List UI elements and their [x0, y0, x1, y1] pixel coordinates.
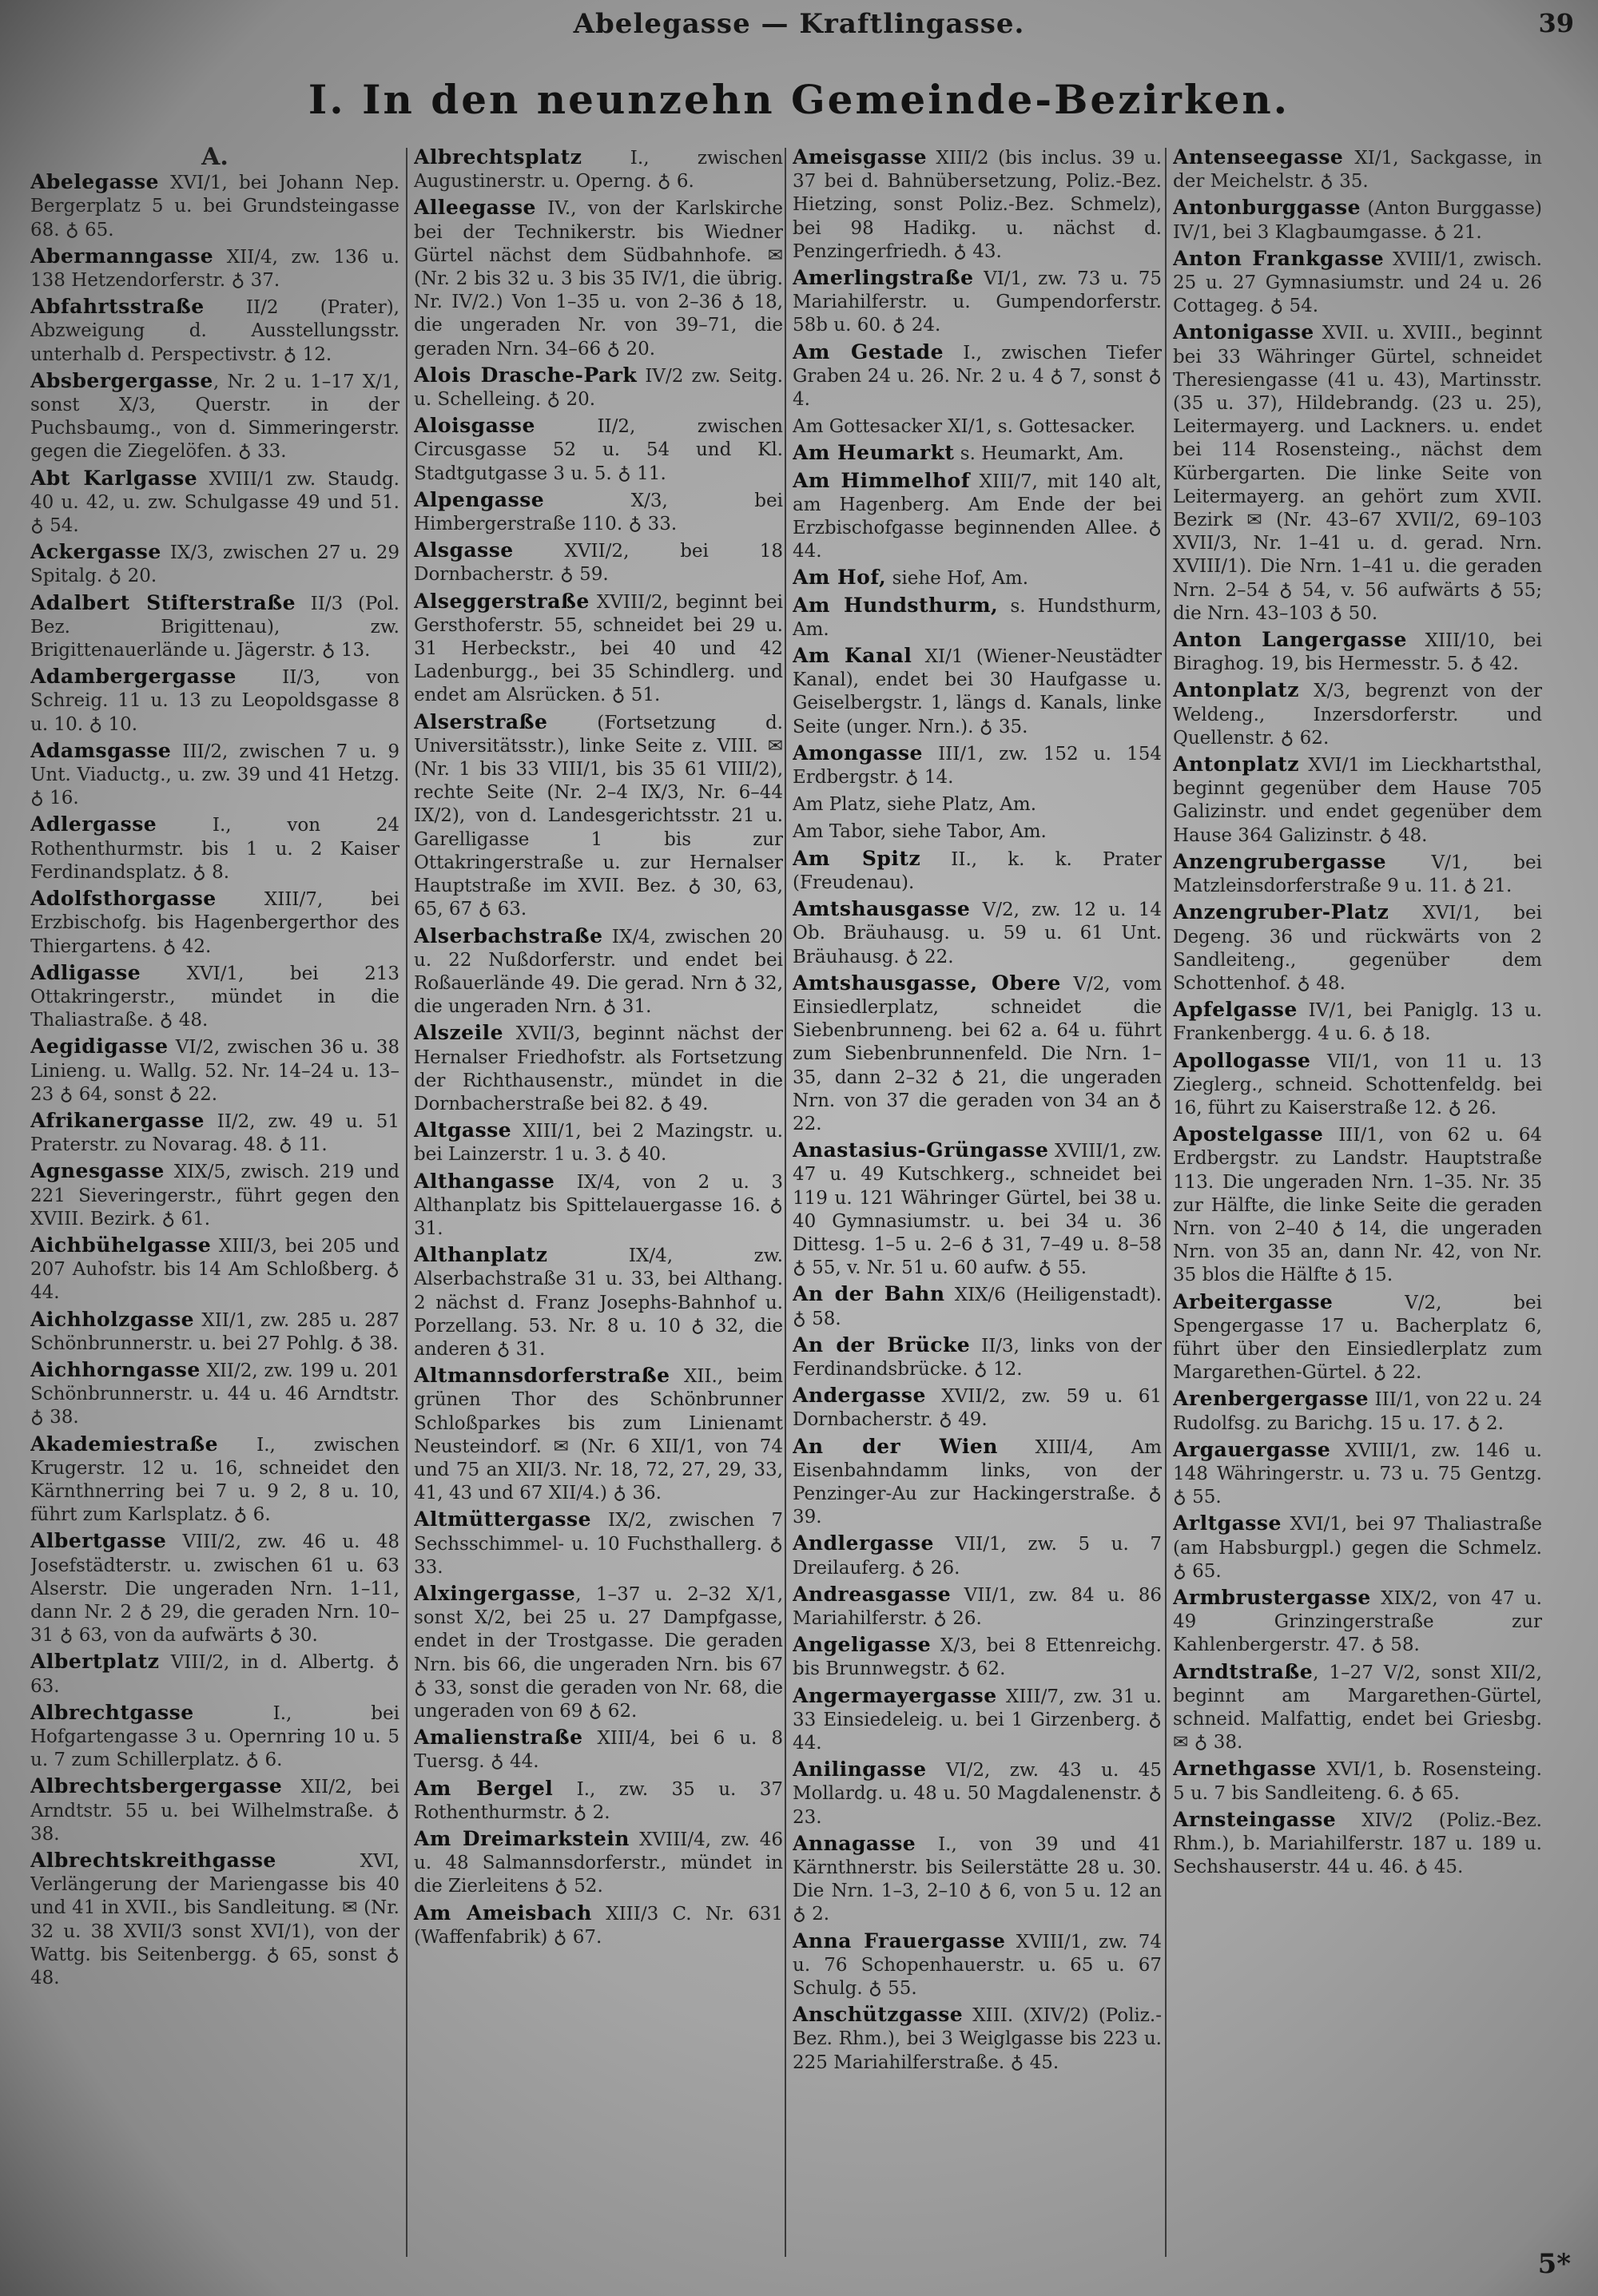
street-description: II/2 (Prater), Abzweigung d. Ausstellungsstr. unterhalb d. Perspectivstr. ♁ 12. — [30, 297, 400, 365]
street-entry — [1173, 678, 1542, 750]
street-entry — [1173, 1511, 1542, 1583]
street-entry — [30, 887, 400, 959]
street-description: XIV/2 (Poliz.-Bez. Rhm.), b. Mariahilferstr. 187 u. 189 u. Sechshauserstr. 44 u. 46. ♁ 45. — [1173, 1809, 1542, 1878]
street-entry — [30, 1159, 400, 1231]
page-header — [0, 8, 1598, 56]
street-description: I., zw. 35 u. 37 Rothenthurmstr. ♁ 2. — [414, 1778, 783, 1823]
street-description: s. Hundsthurm, Am. — [793, 595, 1162, 640]
street-name: Antonburggasse — [1173, 196, 1361, 220]
street-entry — [793, 644, 1162, 739]
street-description: I., zwischen Augustinerstr. u. Operng. ♁ 6. — [414, 148, 783, 193]
street-name: Adligasse — [30, 960, 141, 984]
street-description: XVI, Verlängerung der Mariengasse bis 40 und 41 in XVII., bis Sandleitung. ✉ (Nr. 32 u. 38 XVII/3 sonst XVI/1), von der Wattg. bis Seitenbergg. ♁ 65, sonst ♁ 48. — [30, 1851, 400, 1989]
letter-heading: A. — [201, 145, 229, 171]
street-description: XI/1, Sackgasse, in der Meichelstr. ♁ 35. — [1173, 148, 1542, 193]
street-entry — [1173, 998, 1542, 1046]
street-name: Akademiestraße — [30, 1432, 219, 1456]
street-name: Alszeile — [414, 1021, 503, 1045]
street-name: Angermayergasse — [793, 1683, 997, 1707]
street-entry — [793, 1384, 1162, 1432]
street-name: Anna Frauergasse — [793, 1929, 1006, 1952]
street-name: Am Ameisbach — [414, 1901, 592, 1925]
street-name: Am Spitz — [793, 846, 921, 870]
street-description: II/3, von Schreig. 11 u. 13 zu Leopoldsgasse 8 u. 10. ♁ 10. — [30, 667, 400, 735]
street-entry — [30, 170, 400, 242]
street-name: Ameisgasse — [793, 145, 928, 169]
street-entry — [793, 469, 1162, 564]
street-description: XIII/3 C. Nr. 631 (Waffenfabrik) ♁ 67. — [414, 1903, 783, 1948]
street-description: VI/1, zw. 73 u. 75 Mariahilferstr. u. Gumpendorferstr. 58b u. 60. ♁ 24. — [793, 268, 1162, 336]
street-entry — [793, 1333, 1162, 1381]
street-description: I., zwischen Tiefer Graben 24 u. 26. Nr. 2 u. 4 ♁ 7, sonst ♁ 4. — [793, 342, 1162, 411]
street-description: III/1, von 62 u. 64 Erdbergstr. zu Landstr. Hauptstraße 113. Die ungeraden Nrn. 1–35. Nr. 35 zur Hälfte, die linke Seite die geraden Nrn. von 2–40 ♁ 14, die ungeraden Nrn. von 35 an, dann Nr. 42, von Nr. 35 blos die Hälfte ♁ 15. — [1173, 1125, 1542, 1286]
street-description: XIX/2, von 47 u. 49 Grinzingerstraße zur Kahlenbergerstr. 47. ♁ 58. — [1173, 1587, 1542, 1656]
street-description: Am Tabor, siehe Tabor, Am. — [793, 821, 1047, 843]
street-description: V/1, bei Matzleinsdorferstraße 9 u. 11. ♁ 21. — [1173, 852, 1542, 897]
street-entry — [793, 145, 1162, 264]
street-name: Abfahrtsstraße — [30, 295, 205, 319]
street-name: Albertgasse — [30, 1529, 167, 1553]
street-name: Am Hundsthurm, — [793, 593, 999, 617]
street-name: Abelegasse — [30, 170, 159, 194]
street-name: Arndtstraße — [1173, 1659, 1314, 1683]
street-description: XII/4, zw. 136 u. 138 Hetzendorferstr. ♁ 37. — [30, 246, 400, 292]
street-entry — [414, 924, 783, 1019]
street-entry — [793, 1138, 1162, 1280]
street-entry — [414, 196, 783, 360]
street-description: VII/1, von 11 u. 13 Zieglerg., schneid. Schottenfeldg. bei 16, führt zu Kaiserstraße 12. ♁ 26. — [1173, 1051, 1542, 1118]
street-entry — [30, 665, 400, 737]
street-description: siehe Hof, Am. — [886, 568, 1029, 590]
street-entry — [30, 1233, 400, 1305]
street-name: Adolfsthorgasse — [30, 887, 217, 911]
street-description: (Fortsetzung d. Universitätsstr.), linke Seite z. VIII. ✉ (Nr. 1 bis 33 VIII/1, bis 35 61 VIII/2), rechte Seite (Nr. 2–4 IX/3, Nr. 6–44 IX/2), von d. Landesgerichtsstr. 21 u. Garelligasse 1 bis zur Ottakringerstraße u. zur Hernalser Hauptstraße im XVII. Bez. ♁ 30, 63, 65, 67 ♁ 63. — [414, 712, 783, 920]
street-description: XIX/6 (Heiligenstadt). ♁ 58. — [793, 1285, 1162, 1329]
street-description: VII/1, zw. 84 u. 86 Mariahilferstr. ♁ 26. — [793, 1584, 1162, 1629]
street-description: XVI/1, b. Rosensteing. 5 u. 7 bis Sandleiteng. 6. ♁ 65. — [1173, 1759, 1542, 1804]
street-entry — [414, 538, 783, 586]
column-2 — [414, 145, 783, 2262]
street-entry — [1173, 1387, 1542, 1435]
street-entry — [793, 1929, 1162, 2001]
street-description: I., zwischen Krugerstr. 12 u. 16, schneidet den Kärnthnerring bei 7 u. 9 2, 8 u. 10, führt zum Karlsplatz. ♁ 6. — [30, 1434, 400, 1526]
street-entry — [30, 467, 400, 538]
street-name: Apostelgasse — [1173, 1122, 1324, 1146]
street-description: Am Gottesacker XI/1, s. Gottesacker. — [793, 416, 1136, 438]
street-description: , 1–37 u. 2–32 X/1, sonst X/2, bei 25 u. 27 Dampfgasse, endet in der Trostgasse. Die geraden Nrn. bis 66, die ungeraden Nrn. bis 67 ♁ 33, sonst die geraden von Nr. 68, die ungeraden von 69 ♁ 62. — [414, 1583, 783, 1722]
street-description: V/2, vom Einsiedlerplatz, schneidet die Siebenbrunneng. bei 62 a. 64 u. führt zum Siebenbrunnenfeld. Die Nrn. 1–35, dann 2–32 ♁ 21, die ungeraden Nrn. von 37 die geraden von 34 an ♁ 22. — [793, 973, 1162, 1134]
street-name: Antonplatz — [1173, 753, 1299, 777]
street-entry — [793, 819, 1162, 844]
street-description: XVII/2, bei 18 Dornbacherstr. ♁ 59. — [414, 541, 783, 586]
street-name: Anzengruber-Platz — [1173, 900, 1389, 924]
street-description: XVIII/1, zw. 74 u. 76 Schopenhauerstr. u. 65 u. 67 Schulg. ♁ 55. — [793, 1931, 1162, 2000]
street-name: Albrechtgasse — [30, 1700, 194, 1724]
street-name: Althanplatz — [414, 1243, 548, 1267]
street-entry — [793, 340, 1162, 412]
street-description: XVIII/1, zwisch. 25 u. 27 Gymnasiumstr. und 24 u. 26 Cottageg. ♁ 54. — [1173, 248, 1542, 317]
signature-mark: 5* — [1537, 2248, 1571, 2280]
street-name: Adambergergasse — [30, 665, 237, 689]
street-entry — [414, 1777, 783, 1825]
street-entry — [414, 363, 783, 411]
street-name: Abt Karlgasse — [30, 466, 198, 490]
street-description: XVII/2, zw. 59 u. 61 Dornbacherstr. ♁ 49. — [793, 1386, 1162, 1431]
street-description: II/3, links von der Ferdinandsbrücke. ♁ 12. — [793, 1335, 1162, 1380]
street-description: III/2, zwischen 7 u. 9 Unt. Viaductg., u. zw. 39 und 41 Hetzg. ♁ 16. — [30, 741, 400, 809]
street-description: IX/4, von 2 u. 3 Althanplatz bis Spittelauergasse 16. ♁ 31. — [414, 1171, 783, 1239]
street-name: Anzengrubergasse — [1173, 849, 1386, 873]
street-entry — [1173, 1049, 1542, 1121]
street-name: Apollogasse — [1173, 1048, 1311, 1072]
street-name: An der Wien — [793, 1434, 998, 1458]
street-name: Alois Drasche-Park — [414, 363, 638, 387]
street-description: VI/2, zw. 43 u. 45 Mollardg. u. 48 u. 50 Magdalenenstr. ♁ 23. — [793, 1760, 1162, 1828]
street-name: Anton Frankgasse — [1173, 246, 1385, 270]
street-name: Aichbühelgasse — [30, 1233, 212, 1257]
street-name: Am Gestade — [793, 340, 944, 363]
street-description: s. Heumarkt, Am. — [954, 443, 1124, 465]
street-name: Antonplatz — [1173, 678, 1299, 702]
street-entry — [793, 2003, 1162, 2075]
street-entry — [30, 540, 400, 588]
street-name: Althangasse — [414, 1169, 555, 1193]
street-description: Am Platz, siehe Platz, Am. — [793, 794, 1037, 816]
street-name: Andergasse — [793, 1384, 926, 1408]
street-entry — [30, 244, 400, 292]
street-name: Arltgasse — [1173, 1511, 1282, 1535]
street-description: XIII/1, bei 2 Mazingstr. u. bei Lainzerstr. 1 u. 3. ♁ 40. — [414, 1121, 783, 1166]
street-entry — [793, 1684, 1162, 1756]
street-entry — [793, 414, 1162, 439]
street-entry — [793, 1758, 1162, 1829]
column-rule — [1165, 148, 1167, 2257]
street-description: IX/4, zw. Alserbachstraße 31 u. 33, bei Althang. 2 nächst d. Franz Josephs-Bahnhof u. Porzellang. 53. Nr. 8 u. 10 ♁ 32, die anderen ♁ 31. — [414, 1245, 783, 1360]
street-entry — [30, 812, 400, 884]
street-entry — [414, 1827, 783, 1899]
street-name: Aegidigasse — [30, 1035, 169, 1059]
street-entry — [30, 1358, 400, 1430]
street-name: Am Bergel — [414, 1776, 554, 1800]
street-description: XIII/4, Am Eisenbahndamm links, von der Penzinger-Au zur Hackingerstraße. ♁ 39. — [793, 1436, 1162, 1528]
street-name: Arnethgasse — [1173, 1757, 1317, 1781]
street-name: Adalbert Stifterstraße — [30, 590, 296, 614]
street-name: Aloisgasse — [414, 414, 535, 438]
street-entry — [30, 961, 400, 1033]
column-rule — [406, 148, 407, 2257]
street-description: XIII/7, mit 140 alt, am Hagenberg. Am Ende der bei Erzbischofgasse beginnenden Allee. ♁ 44. — [793, 471, 1162, 562]
column-1 — [30, 145, 400, 2262]
street-name: Adlergasse — [30, 812, 157, 836]
street-description: I., von 39 und 41 Kärnthnerstr. bis Seilerstätte 28 u. 30. Die Nrn. 1–3, 2–10 ♁ 6, von 5 u. 12 an ♁ 2. — [793, 1833, 1162, 1925]
street-entry — [1173, 1438, 1542, 1510]
street-entry — [414, 1243, 783, 1361]
street-description: II/2, zw. 49 u. 51 Praterstr. zu Novarag. 48. ♁ 11. — [30, 1110, 400, 1156]
street-description: XII., beim grünen Thor des Schönbrunner Schloßparkes bis zum Linienamt Neusteindorf. ✉ (Nr. 6 XII/1, von 74 und 75 an XII/3. Nr. 18, 72, 27, 29, 33, 41, 43 und 67 XII/4.) ♁ 36. — [414, 1366, 783, 1504]
street-name: Anilingasse — [793, 1758, 927, 1782]
street-description: XVIII/4, zw. 46 u. 48 Salmannsdorferstr., mündet in die Zierleitens ♁ 52. — [414, 1829, 783, 1897]
street-description: XIII/7, zw. 31 u. 33 Einsiedeleig. u. bei 1 Girzenberg. ♁ 44. — [793, 1686, 1162, 1754]
street-entry — [793, 1435, 1162, 1530]
street-description: XIII. (XIV/2) (Poliz.-Bez. Rhm.), bei 3 Weiglgasse bis 223 u. 225 Mariahilferstraße. ♁ 45. — [793, 2005, 1162, 2073]
street-description: IX/4, zwischen 20 u. 22 Nußdorferstr. und endet bei Roßauerlände 49. Die gerad. Nrn ♁ 32, die ungeraden Nrn. ♁ 31. — [414, 926, 783, 1018]
street-description: XVI/1, bei Johann Nep. Bergerplatz 5 u. bei Grundsteingasse 68. ♁ 65. — [30, 173, 400, 240]
street-entry — [30, 1650, 400, 1698]
street-name: Amalienstraße — [414, 1726, 583, 1750]
street-description: VII/1, zw. 5 u. 7 Dreilauferg. ♁ 26. — [793, 1534, 1162, 1579]
street-description: V/2, zw. 12 u. 14 Ob. Bräuhausg. u. 59 u. 61 Unt. Bräuhausg. ♁ 22. — [793, 900, 1162, 967]
street-entry — [30, 1035, 400, 1106]
street-entry — [1173, 145, 1542, 193]
street-entry — [1173, 753, 1542, 848]
street-entry — [414, 488, 783, 536]
street-entry — [793, 1583, 1162, 1631]
street-name: Arnsteingasse — [1173, 1807, 1337, 1831]
street-name: Absbergergasse — [30, 368, 213, 392]
street-entry — [30, 369, 400, 464]
street-description: , 1–27 V/2, sonst XII/2, beginnt am Margarethen-Gürtel, schneid. Malfattig, endet bei Griesbg. ✉ ♁ 38. — [1173, 1662, 1542, 1754]
street-description: XVII/3, beginnt nächst der Hernalser Friedhofstr. als Fortsetzung der Richthausenstr., mündet in die Dornbacherstraße bei 82. ♁ 49. — [414, 1023, 783, 1114]
street-name: Altmannsdorferstraße — [414, 1364, 670, 1388]
street-entry — [30, 1529, 400, 1647]
street-description: III/1, von 22 u. 24 Rudolfsg. zu Barichg. 15 u. 17. ♁ 2. — [1173, 1389, 1542, 1434]
street-entry — [30, 1774, 400, 1846]
street-name: Afrikanergasse — [30, 1108, 205, 1132]
street-description: XVI/1, bei Degeng. 36 und rückwärts von 2 Sandleiteng., gegenüber dem Schottenhof. ♁ 48. — [1173, 903, 1542, 994]
street-name: Albrechtsbergergasse — [30, 1774, 283, 1798]
street-entry — [30, 1849, 400, 1990]
street-name: Aichholzgasse — [30, 1307, 195, 1331]
street-description: XIII/10, bei Biraghog. 19, bis Hermesstr. 5. ♁ 42. — [1173, 630, 1542, 675]
street-entry — [414, 1726, 783, 1774]
street-name: An der Brücke — [793, 1333, 971, 1357]
street-description: XII/2, zw. 199 u. 201 Schönbrunnerstr. u. 44 u. 46 Arndtstr. ♁ 38. — [30, 1360, 400, 1428]
street-name: Am Kanal — [793, 644, 912, 668]
street-description: X/3, bei Himbergerstraße 110. ♁ 33. — [414, 490, 783, 535]
street-name: Alleegasse — [414, 196, 536, 220]
street-entry — [30, 295, 400, 367]
street-description: XIX/5, zwisch. 219 und 221 Sieveringerstr., führt gegen den XVIII. Bezirk. ♁ 61. — [30, 1162, 400, 1229]
street-entry — [414, 414, 783, 486]
street-name: Altmüttergasse — [414, 1507, 591, 1531]
street-name: Adamsgasse — [30, 738, 172, 762]
street-name: Armbrustergasse — [1173, 1585, 1371, 1609]
street-description: XIII/4, bei 6 u. 8 Tuersg. ♁ 44. — [414, 1728, 783, 1773]
street-name: Am Hof, — [793, 566, 887, 590]
street-entry — [414, 1170, 783, 1241]
street-name: Arenbergergasse — [1173, 1387, 1369, 1411]
street-entry — [793, 741, 1162, 789]
street-entry — [1173, 196, 1542, 244]
page-number: 39 — [1538, 8, 1574, 38]
running-head: Abelegasse — Kraftlingasse. — [573, 8, 1025, 40]
street-name: Am Dreimarkstein — [414, 1827, 630, 1851]
street-description: I., bei Hofgartengasse 3 u. Opernring 10 u. 5 u. 7 zum Schillerplatz. ♁ 6. — [30, 1702, 400, 1771]
street-name: Amongasse — [793, 741, 923, 765]
street-name: Arbeitergasse — [1173, 1289, 1334, 1313]
street-name: Apfelgasse — [1173, 998, 1298, 1022]
street-description: XVII. u. XVIII., beginnt bei 33 Währinger Gürtel, schneidet Theresiengasse (41 u. 43), Martinsstr. (35 u. 37), Hildebrandg. (23 u. 25), Leitermayerg. und Lackners. u. endet bei 114 Rosensteing., nächst dem Kürbergarten. Die linke Seite von Leitermayerg. an gehört zum XVII. Bezirk ✉ (Nr. 43–67 XVII/2, 69–103 XVII/3, Nr. 1–41 u. d. gerad. Nrn. XVIII/1). Die Nrn. 1–41 u. die geraden Nrn. 2–54 ♁ 54, v. 56 aufwärts ♁ 55; die Nrn. 43–103 ♁ 50. — [1173, 323, 1542, 624]
street-description: IV/1, bei Paniglg. 13 u. Frankenbergg. 4 u. 6. ♁ 18. — [1173, 1000, 1542, 1045]
street-entry — [414, 1582, 783, 1723]
street-description: VIII/2, zw. 46 u. 48 Josefstädterstr. u. zwischen 61 u. 63 Alserstr. Die ungeraden Nrn. 1–11, dann Nr. 2 ♁ 29, die geraden Nrn. 10–31 ♁ 63, von da aufwärts ♁ 30. — [30, 1531, 400, 1647]
street-entry — [414, 710, 783, 922]
street-description: XIII/2 (bis inclus. 39 u. 37 bei d. Bahnübersetzung, Poliz.-Bez. Hietzing, sonst Poliz.-Bez. Schmelz), bei 98 Hadikg. u. nächst d. Penzingerfriedh. ♁ 43. — [793, 148, 1162, 262]
street-name: Alseggerstraße — [414, 589, 590, 613]
street-entry — [30, 1308, 400, 1356]
street-name: Aichhorngasse — [30, 1357, 201, 1381]
street-description: II., k. k. Prater (Freudenau). — [793, 848, 1162, 893]
section-title: I. In den neunzehn Gemeinde-Bezirken. — [308, 76, 1290, 123]
street-name: Albrechtsplatz — [414, 145, 582, 169]
street-description: XII/2, bei Arndtstr. 55 u. bei Wilhelmstraße. ♁ 38. — [30, 1777, 400, 1845]
street-name: Amtshausgasse — [793, 897, 971, 921]
street-entry — [30, 1432, 400, 1527]
street-name: Amtshausgasse, Obere — [793, 971, 1061, 995]
street-name: Anton Langergasse — [1173, 628, 1407, 652]
street-name: Alsgasse — [414, 538, 514, 562]
street-entry — [414, 1507, 783, 1579]
street-entry — [414, 590, 783, 708]
street-name: Anastasius-Grüngasse — [793, 1138, 1049, 1162]
street-name: Albrechtskreithgasse — [30, 1849, 276, 1873]
street-entry — [793, 594, 1162, 642]
street-name: An der Bahn — [793, 1282, 945, 1306]
street-entry — [1173, 320, 1542, 626]
street-name: Abermanngasse — [30, 244, 214, 268]
street-description: III/1, zw. 152 u. 154 Erdbergstr. ♁ 14. — [793, 743, 1162, 789]
street-description: (Anton Burggasse) IV/1, bei 3 Klagbaumgasse. ♁ 21. — [1173, 198, 1542, 243]
street-entry — [414, 145, 783, 193]
street-description: XIII/7, bei Erzbischofg. bis Hagenbergerthor des Thiergartens. ♁ 42. — [30, 889, 400, 957]
street-entry — [793, 566, 1162, 590]
street-name: Annagasse — [793, 1831, 916, 1855]
street-entry — [1173, 1660, 1542, 1755]
street-description: XI/1 (Wiener-Neustädter Kanal), endet bei 30 Haufgasse u. Geiselbergstr. 1, längs d. Kanals, linke Seite (unger. Nrn.). ♁ 35. — [793, 646, 1162, 737]
street-entry — [793, 1832, 1162, 1927]
street-description: V/2, bei Spengergasse 17 u. Bacherplatz 6, führt über den Einsiedlerplatz zum Margarethen-Gürtel. ♁ 22. — [1173, 1292, 1542, 1384]
street-entry — [1173, 247, 1542, 319]
street-name: Ackergasse — [30, 540, 161, 564]
street-name: Angeligasse — [793, 1633, 932, 1657]
street-entry — [1173, 628, 1542, 676]
street-entry — [793, 1282, 1162, 1330]
street-entry — [793, 897, 1162, 969]
street-entry — [30, 739, 400, 811]
street-entry — [30, 1109, 400, 1157]
street-description: VI/2, zwischen 36 u. 38 Linieng. u. Wallg. 52. Nr. 14–24 u. 13–23 ♁ 64, sonst ♁ 22. — [30, 1037, 400, 1105]
street-description: VIII/2, in d. Albertg. ♁ 63. — [30, 1652, 400, 1697]
street-name: Alserstraße — [414, 709, 548, 733]
street-entry — [1173, 850, 1542, 898]
street-entry — [793, 847, 1162, 895]
street-name: Am Himmelhof — [793, 468, 970, 492]
street-description: X/3, bei 8 Ettenreichg. bis Brunnwegstr. ♁ 62. — [793, 1635, 1162, 1680]
street-name: Am Heumarkt — [793, 441, 955, 465]
street-name: Andlergasse — [793, 1531, 934, 1555]
street-name: Andreasgasse — [793, 1582, 952, 1606]
street-name: Altgasse — [414, 1118, 512, 1142]
street-description: I., von 24 Rothenthurmstr. bis 1 u. 2 Kaiser Ferdinandsplatz. ♁ 8. — [30, 815, 400, 883]
street-name: Argauergasse — [1173, 1437, 1331, 1461]
street-description: XVI/1, bei 97 Thaliastraße (am Habsburgpl.) gegen die Schmelz. ♁ 65. — [1173, 1514, 1542, 1582]
street-name: Alxingergasse — [414, 1581, 576, 1605]
street-description: XVIII/1, zw. 146 u. 148 Währingerstr. u. 73 u. 75 Gentzg. ♁ 55. — [1173, 1440, 1542, 1508]
column-4 — [1173, 145, 1542, 2262]
street-description: , Nr. 2 u. 1–17 X/1, sonst X/3, Querstr. in der Puchsbaumg., von d. Simmeringerstr. gegen die Ziegelöfen. ♁ 33. — [30, 371, 400, 463]
street-entry — [30, 591, 400, 663]
street-description: XIII/3, bei 205 und 207 Auhofstr. bis 14 Am Schloßberg. ♁ 44. — [30, 1235, 400, 1304]
street-entry — [793, 1633, 1162, 1681]
street-entry — [414, 1118, 783, 1166]
street-entry — [793, 971, 1162, 1136]
street-entry — [793, 266, 1162, 338]
street-description: XVI/1, bei 213 Ottakringerstr., mündet in die Thaliastraße. ♁ 48. — [30, 963, 400, 1031]
street-description: XVI/1 im Lieckhartsthal, beginnt gegenüber dem Hause 705 Galizinstr. und endet gegenüber dem Hause 364 Galizinstr. ♁ 48. — [1173, 755, 1542, 846]
street-name: Agnesgasse — [30, 1159, 165, 1183]
street-name: Alpengasse — [414, 487, 545, 511]
street-description: II/3 (Pol. Bez. Brigittenau), zw. Brigittenauerlände u. Jägerstr. ♁ 13. — [30, 593, 400, 661]
column-3 — [793, 145, 1162, 2262]
street-name: Amerlingstraße — [793, 266, 974, 290]
street-entry — [1173, 1757, 1542, 1805]
street-name: Antonigasse — [1173, 320, 1314, 344]
street-description: XVIII/1, zw. 47 u. 49 Kutschkerg., schneidet bei 119 u. 121 Währinger Gürtel, bei 38 u. 40 Gymnasiumstr. u. bei 34 u. 36 Dittesg. 1–5 u. 2–6 ♁ 31, 7–49 u. 8–58 ♁ 55, v. Nr. 51 u. 60 aufw. ♁ 55. — [793, 1141, 1162, 1279]
street-entry — [414, 1901, 783, 1949]
street-description: IV., von der Karlskirche bei der Technikerstr. bis Wiedner Gürtel nächst dem Südbahnhofe. ✉ (Nr. 2 bis 32 u. 3 bis 35 IV/1, die übrig. Nr. IV/2.) Von 1–35 u. von 2–36 ♁ 18, die ungeraden Nr. von 39–71, die geraden Nrn. 34–66 ♁ 20. — [414, 198, 783, 359]
street-name: Alserbachstraße — [414, 924, 603, 947]
street-entry — [793, 792, 1162, 816]
street-description: II/2, zwischen Circusgasse 52 u. 54 und Kl. Stadtgutgasse 3 u. 5. ♁ 11. — [414, 416, 783, 484]
street-description: XII/1, zw. 285 u. 287 Schönbrunnerstr. u. bei 27 Pohlg. ♁ 38. — [30, 1309, 400, 1354]
street-name: Anschützgasse — [793, 2003, 964, 2027]
street-entry — [793, 441, 1162, 466]
street-name: Antenseegasse — [1173, 145, 1344, 169]
street-entry — [1173, 900, 1542, 995]
street-entry — [1173, 1290, 1542, 1385]
street-description: IX/3, zwischen 27 u. 29 Spitalg. ♁ 20. — [30, 542, 400, 587]
street-description: XVIII/2, beginnt bei Gersthoferstr. 55, schneidet bei 29 u. 31 Herbeckstr., bei 40 und 42 Ladenburgg., bei 35 Schindlerg. und endet am Alsrücken. ♁ 51. — [414, 591, 783, 706]
street-name: Albertplatz — [30, 1650, 160, 1674]
street-entry — [1173, 1586, 1542, 1658]
street-entry — [414, 1364, 783, 1505]
street-description: X/3, begrenzt von der Weldeng., Inzersdorferstr. und Quellenstr. ♁ 62. — [1173, 681, 1542, 749]
street-description: IX/2, zwischen 7 Sechsschimmel- u. 10 Fuchsthallerg. ♁ 33. — [414, 1510, 783, 1578]
street-entry — [30, 1701, 400, 1773]
column-rule — [785, 148, 786, 2257]
street-entry — [1173, 1122, 1542, 1287]
street-description: XVIII/1 zw. Staudg. 40 u. 42, u. zw. Schulgasse 49 und 51. ♁ 54. — [30, 468, 400, 537]
street-entry — [793, 1531, 1162, 1579]
street-entry — [414, 1021, 783, 1116]
street-entry — [1173, 1808, 1542, 1880]
street-description: IV/2 zw. Seitg. u. Schelleing. ♁ 20. — [414, 365, 783, 411]
